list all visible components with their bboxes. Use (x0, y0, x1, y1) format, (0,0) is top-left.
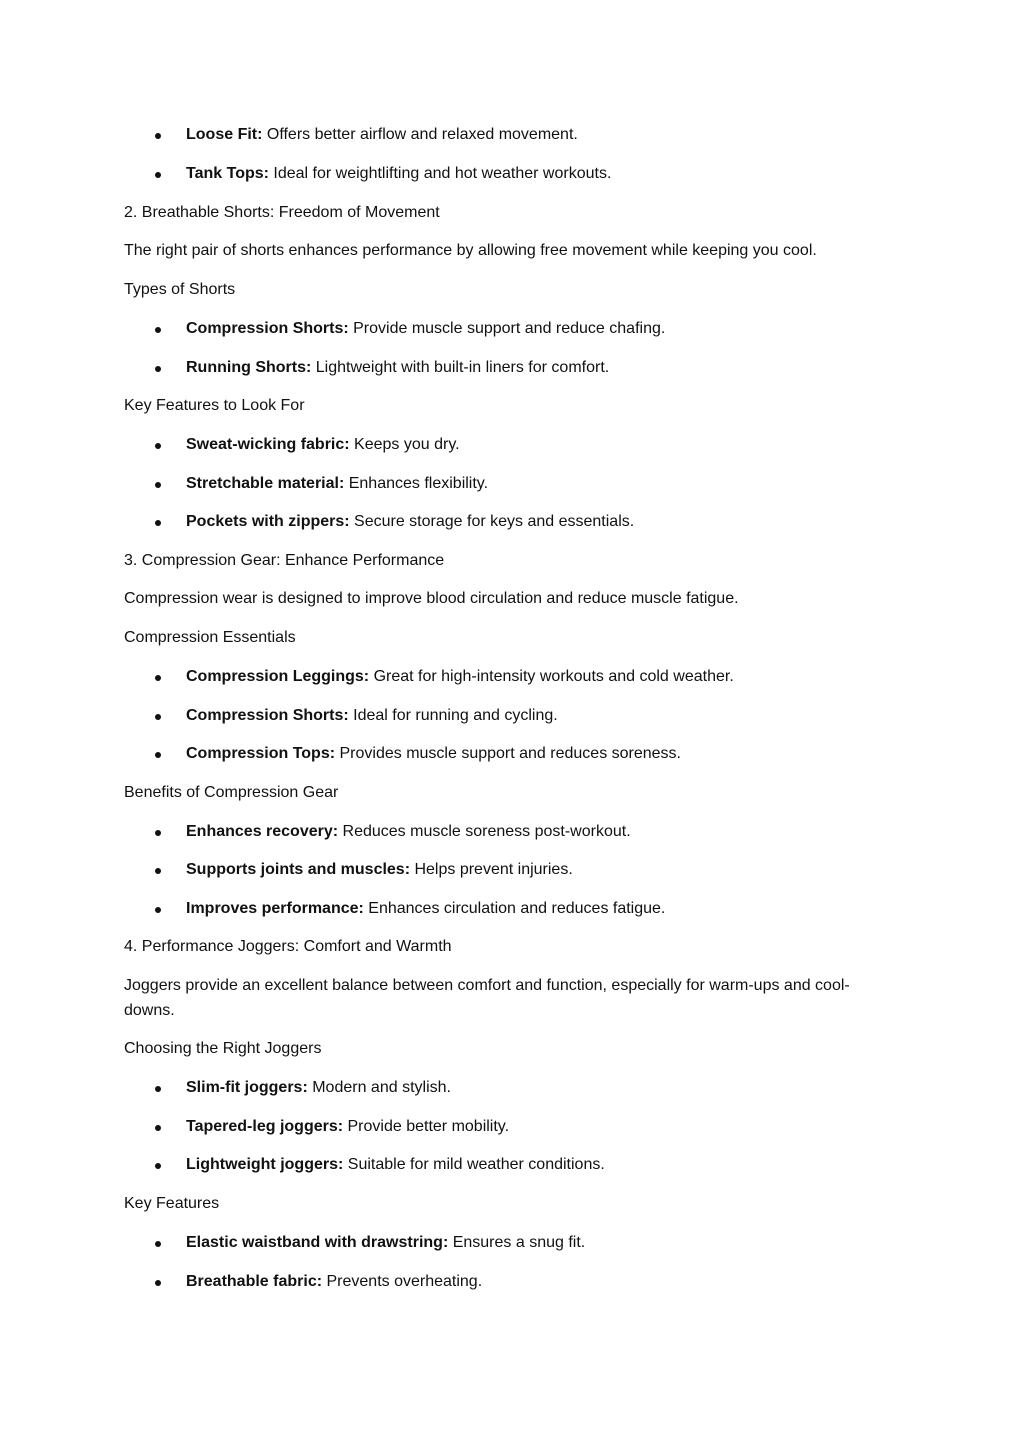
bullet-dot (155, 366, 161, 372)
item-term: Improves performance: (186, 900, 364, 917)
item-text: Ensures a snug fit. (448, 1234, 586, 1251)
list-item (186, 1154, 605, 1176)
list-item (186, 1077, 451, 1099)
subsection-heading: Key Features to Look For (124, 397, 305, 414)
item-text: Suitable for mild weather conditions. (343, 1156, 605, 1173)
item-term: Lightweight joggers: (186, 1156, 344, 1173)
item-text: Keeps you dry. (349, 436, 460, 453)
subsection-heading: Key Features (124, 1195, 220, 1212)
list-item (186, 163, 611, 185)
paragraph: Joggers provide an excellent balance between comfort and function, especially for warm-ups and cool-downs. (124, 977, 850, 1019)
item-text: Secure storage for keys and essentials. (349, 513, 635, 530)
item-term: Elastic waistband with drawstring: (186, 1234, 449, 1251)
item-term: Compression Tops: (186, 745, 336, 762)
subsection-heading: Types of Shorts (124, 281, 236, 298)
item-text: Lightweight with built-in liners for comfort. (311, 359, 610, 376)
list-item (186, 124, 578, 146)
item-term: Supports joints and muscles: (186, 861, 411, 878)
section-heading: 2. Breathable Shorts: Freedom of Movement (124, 204, 440, 221)
paragraph: The right pair of shorts enhances performance by allowing free movement while keeping you cool. (124, 242, 817, 259)
item-term: Breathable fabric: (186, 1273, 323, 1290)
list-item (186, 705, 558, 727)
item-term: Compression Shorts: (186, 320, 349, 337)
item-text: Prevents overheating. (322, 1273, 483, 1290)
bullet-dot (155, 327, 161, 333)
bullet-dot (155, 172, 161, 178)
item-text: Great for high-intensity workouts and cold weather. (369, 668, 734, 685)
item-text: Provide muscle support and reduce chafing. (348, 320, 666, 337)
list-item (186, 666, 734, 688)
item-term: Sweat-wicking fabric: (186, 436, 350, 453)
item-term: Compression Leggings: (186, 668, 370, 685)
item-term: Tapered-leg joggers: (186, 1118, 344, 1135)
item-text: Ideal for weightlifting and hot weather workouts. (268, 165, 612, 182)
bullet-dot (155, 752, 161, 758)
bullet-dot (155, 1241, 161, 1247)
bullet-dot (155, 482, 161, 488)
item-term: Stretchable material: (186, 475, 345, 492)
list-item (186, 1232, 585, 1254)
list-item (186, 434, 460, 456)
subsection-heading: Benefits of Compression Gear (124, 784, 339, 801)
bullet-dot (155, 907, 161, 913)
paragraph: Compression wear is designed to improve blood circulation and reduce muscle fatigue. (124, 590, 739, 607)
item-term: Loose Fit: (186, 126, 263, 143)
item-term: Tank Tops: (186, 165, 269, 182)
bullet-dot (155, 133, 161, 139)
item-term: Enhances recovery: (186, 823, 339, 840)
item-term: Compression Shorts: (186, 707, 349, 724)
subsection-heading: Compression Essentials (124, 629, 296, 646)
item-term: Running Shorts: (186, 359, 312, 376)
item-text: Ideal for running and cycling. (348, 707, 558, 724)
list-item (186, 473, 488, 495)
section-heading: 4. Performance Joggers: Comfort and Warmth (124, 938, 452, 955)
item-term: Pockets with zippers: (186, 513, 350, 530)
list-item (186, 1116, 509, 1138)
item-text: Helps prevent injuries. (410, 861, 573, 878)
bullet-dot (155, 714, 161, 720)
bullet-dot (155, 830, 161, 836)
list-item (186, 898, 665, 920)
item-text: Reduces muscle soreness post-workout. (338, 823, 631, 840)
item-text: Enhances flexibility. (344, 475, 489, 492)
item-text: Offers better airflow and relaxed movement. (262, 126, 578, 143)
item-text: Provides muscle support and reduces soreness. (335, 745, 681, 762)
list-item (186, 743, 681, 765)
list-item (186, 859, 573, 881)
bullet-dot (155, 1086, 161, 1092)
item-term: Slim-fit joggers: (186, 1079, 308, 1096)
bullet-dot (155, 443, 161, 449)
bullet-dot (155, 868, 161, 874)
item-text: Provide better mobility. (343, 1118, 510, 1135)
subsection-heading: Choosing the Right Joggers (124, 1040, 322, 1057)
list-item (186, 511, 634, 533)
item-text: Modern and stylish. (307, 1079, 451, 1096)
section-heading: 3. Compression Gear: Enhance Performance (124, 552, 445, 569)
bullet-dot (155, 520, 161, 526)
bullet-dot (155, 1280, 161, 1286)
list-item (186, 821, 631, 843)
list-item (186, 357, 609, 379)
bullet-dot (155, 675, 161, 681)
list-item (186, 1271, 482, 1293)
item-text: Enhances circulation and reduces fatigue. (363, 900, 666, 917)
bullet-dot (155, 1163, 161, 1169)
bullet-dot (155, 1125, 161, 1131)
list-item (186, 318, 665, 340)
